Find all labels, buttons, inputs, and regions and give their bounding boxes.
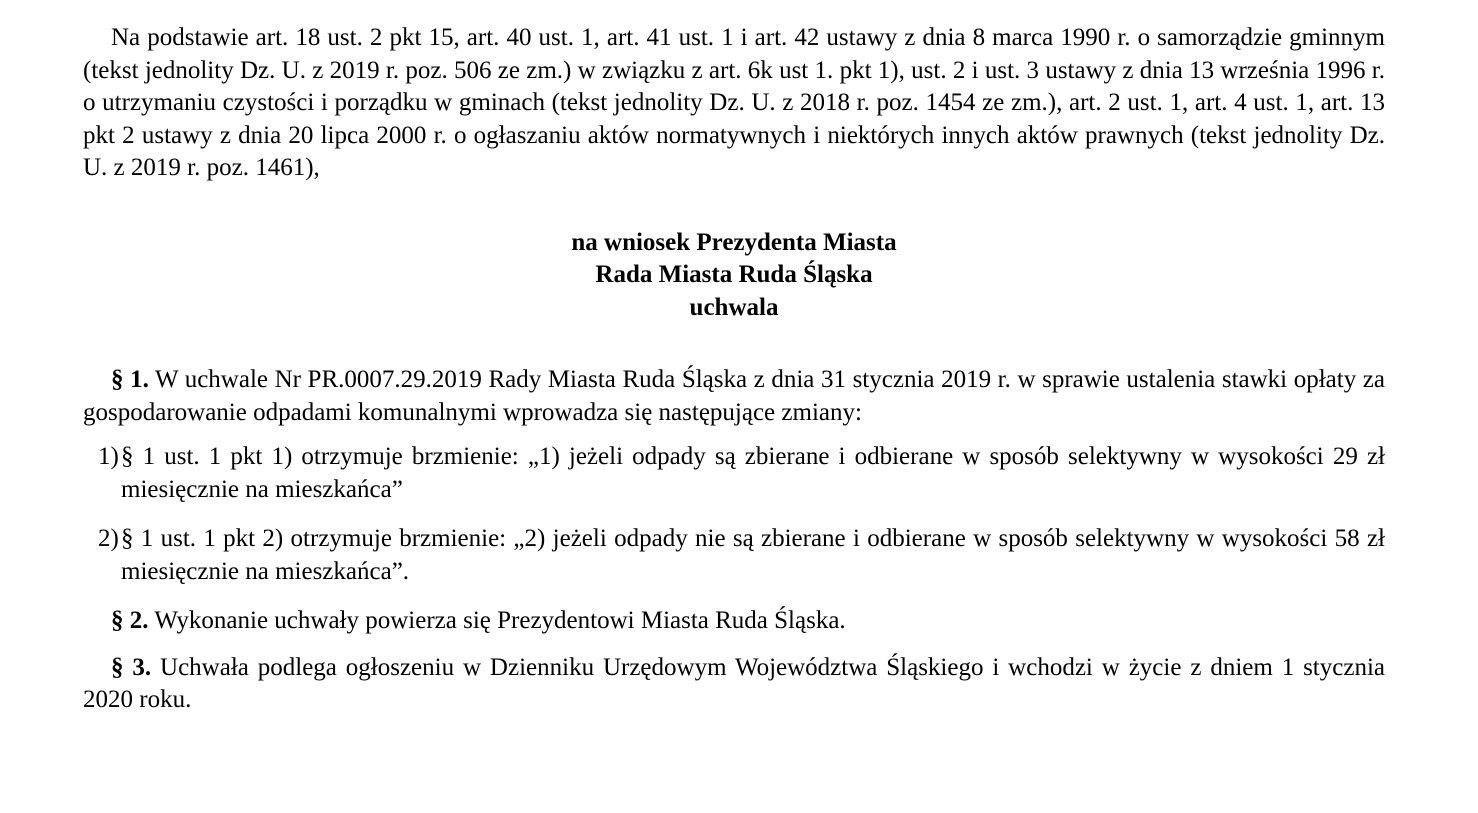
heading-line-request: na wniosek Prezydenta Miasta (571, 228, 897, 256)
section-2 (83, 605, 1385, 638)
section-1 (83, 364, 1385, 429)
legal-basis-paragraph: Na podstawie art. 18 ust. 2 pkt 15, art. 40 ust. 1, art. 41 ust. 1 i art. 42 ustawy z dnia 8 marca 1990 r. o samorządzie gminnym (tekst jednolity Dz. U. z 2019 r. poz. 506 ze zm.) w związku z art. 6k ust 1. pkt 1), ust. 2 i ust. 3 ustawy z dnia 13 września 1996 r. o utrzymaniu czystości i porządku w gminach (tekst jednolity Dz. U. z 2018 r. poz. 1454 ze zm.), art. 2 ust. 1, art. 4 ust. 1, art. 13 pkt 2 ustawy z dnia 20 lipca 2000 r. o ogłaszaniu aktów normatywnych i niektórych innych aktów prawnych (tekst jednolity Dz. U. z 2019 r. poz. 1461), (83, 24, 1385, 181)
section-1-text: W uchwale Nr PR.0007.29.2019 Rady Miasta Ruda Śląska z dnia 31 stycznia 2019 r. w sprawie ustalenia stawki opłaty za gospodarowanie odpadami komunalnymi wprowadza się następujące zmiany: (83, 366, 1385, 426)
list-item-number: 1) (98, 443, 119, 470)
list-item-text: § 1 ust. 1 pkt 2) otrzymuje brzmienie: „2) jeżeli odpady nie są zbierane i odbierane w sposób selektywny w wysokości 58 zł miesięcznie na mieszkańca”. (121, 525, 1385, 585)
amendments-list (83, 441, 1385, 588)
list-item (83, 441, 1385, 506)
section-3-label: § 3. (111, 653, 152, 681)
list-item-number: 2) (98, 525, 119, 552)
list-item (83, 523, 1385, 588)
resolution-heading (83, 227, 1385, 325)
heading-line-council: Rada Miasta Ruda Śląska (595, 261, 873, 288)
heading-line-resolves: uchwala (689, 293, 779, 321)
section-1-label: § 1. (111, 366, 149, 393)
document-page (83, 22, 1385, 717)
section-2-text: Wykonanie uchwały powierza się Prezydentowi Miasta Ruda Śląska. (154, 607, 846, 634)
list-item-text: § 1 ust. 1 pkt 1) otrzymuje brzmienie: „1) jeżeli odpady są zbierane i odbierane w sposób selektywny w wysokości 29 zł miesięcznie na mieszkańca” (121, 443, 1385, 503)
section-3-text: Uchwała podlega ogłoszeniu w Dzienniku Urzędowym Województwa Śląskiego i wchodzi w życie z dniem 1 stycznia 2020 roku. (83, 653, 1385, 713)
section-2-label: § 2. (111, 607, 149, 634)
section-3 (83, 652, 1385, 717)
